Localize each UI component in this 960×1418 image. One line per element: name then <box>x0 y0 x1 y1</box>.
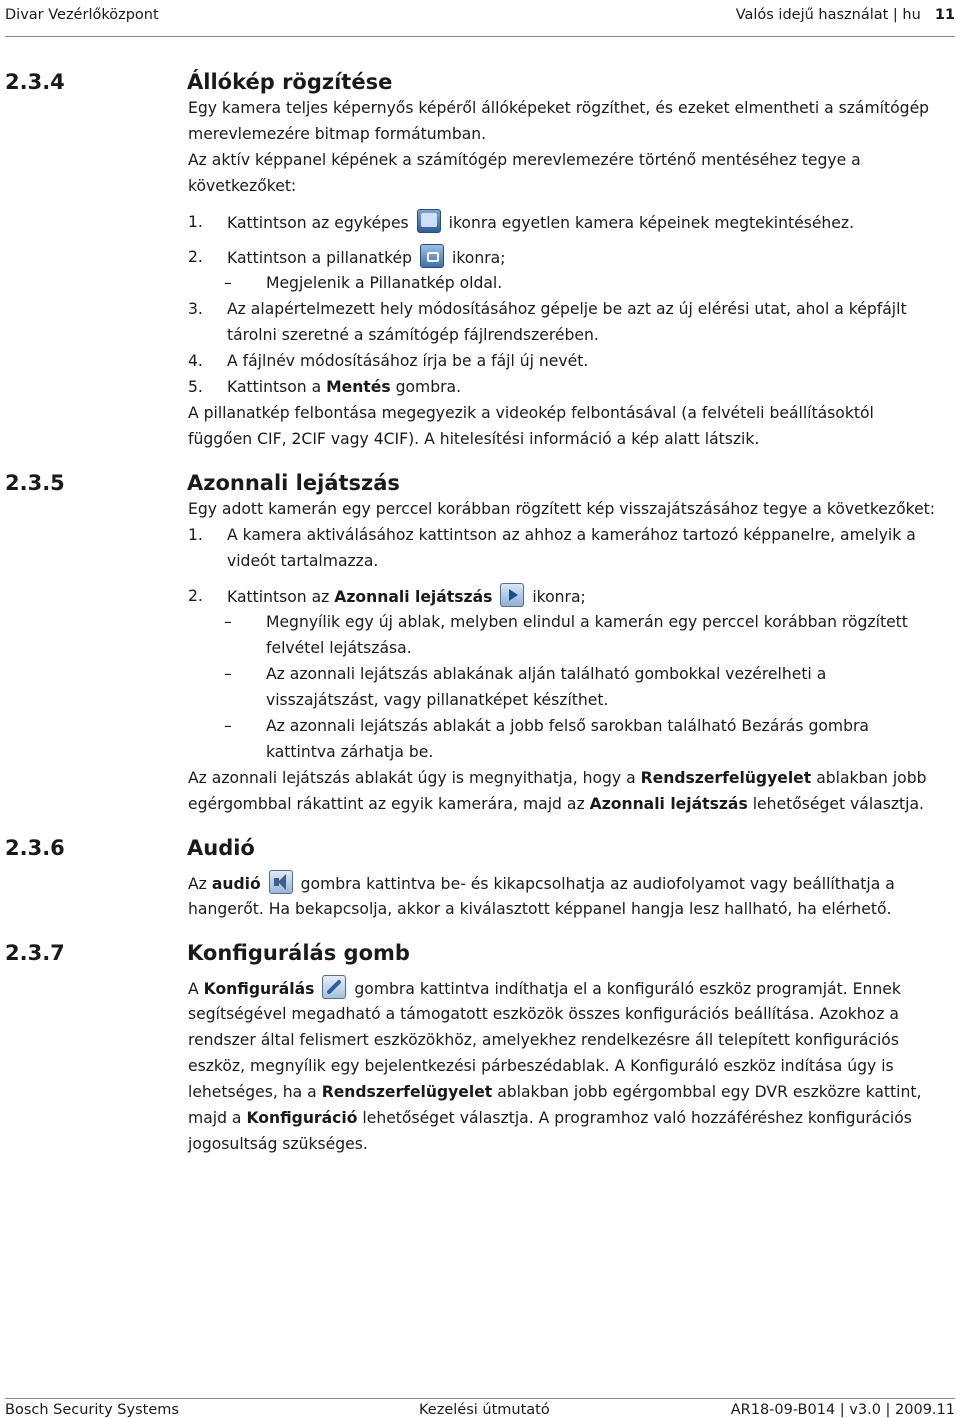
text-part: A <box>188 980 199 998</box>
instant-playback-icon <box>500 583 524 607</box>
dash-text: Megjelenik a Pillanatkép oldal. <box>266 274 503 292</box>
list-text <box>227 374 461 400</box>
paragraph: függően CIF, 2CIF vagy 4CIF). A hitelesítési információ a kép alatt látszik. <box>188 430 760 448</box>
list-text-part: Kattintson a <box>227 378 322 396</box>
section-number: 2.3.5 <box>5 471 65 495</box>
dash-text: Megnyílik egy új ablak, melyben elindul a kamerán egy perccel korábban rögzített <box>266 613 908 631</box>
paragraph: eszköz, megnyílik egy bejelentkezési párbeszédablak. A Konfiguráló eszköz indítása úgy is <box>188 1057 894 1075</box>
bold-term: Rendszerfelügyelet <box>321 1083 493 1101</box>
list-text: A fájlnév módosításához írja be a fájl új nevét. <box>227 352 589 370</box>
list-text: A kamera aktiválásához kattintson az ahhoz a kamerához tartozó képpanelre, amelyik a <box>227 526 916 544</box>
text-part: egérgombbal rákattint az egyik kamerára, majd az <box>188 795 585 813</box>
bold-term: Konfigurálás <box>203 980 315 998</box>
section-number: 2.3.6 <box>5 836 65 860</box>
snapshot-icon <box>420 244 444 268</box>
list-text <box>227 209 854 236</box>
dash-text: kattintva zárhatja be. <box>266 743 434 761</box>
list-text-part: ikonra egyetlen kamera képeinek megtekintéséhez. <box>448 214 855 232</box>
footer-doc-type: Kezelési útmutató <box>419 1402 550 1418</box>
list-text-part: Kattintson a pillanatkép <box>227 249 413 267</box>
list-number: 2. <box>188 587 203 605</box>
paragraph <box>188 765 958 791</box>
list-number: 5. <box>188 378 203 396</box>
bold-term: Rendszerfelügyelet <box>640 769 812 787</box>
list-number: 1. <box>188 526 203 544</box>
configuration-icon <box>322 975 346 999</box>
dash-text: Az azonnali lejátszás ablakát a jobb felső sarokban található Bezárás gombra <box>266 717 869 735</box>
dash-text: felvétel lejátszása. <box>266 639 412 657</box>
section-title: Állókép rögzítése <box>187 70 393 94</box>
section-heading-2-3-7 <box>5 941 410 965</box>
section-heading-2-3-6 <box>5 836 255 860</box>
paragraph <box>188 975 958 1002</box>
page-footer <box>5 1398 955 1418</box>
list-number: 3. <box>188 300 203 318</box>
text-part: lehetőséget választja. <box>752 795 924 813</box>
list-text <box>227 583 586 610</box>
dash-bullet: – <box>224 613 232 631</box>
bold-term: audió <box>211 875 261 893</box>
section-title: Audió <box>187 836 255 860</box>
list-number: 1. <box>188 213 203 231</box>
section-heading-2-3-5 <box>5 471 400 495</box>
text-part: Az azonnali lejátszás ablakát úgy is megnyithatja, hogy a <box>188 769 636 787</box>
paragraph: Az aktív képpanel képének a számítógép merevlemezére történő mentéséhez tegye a <box>188 151 861 169</box>
paragraph: hangerőt. Ha bekapcsolja, akkor a kiválasztott képpanel hangja lesz hallható, ha elérhető. <box>188 900 892 918</box>
dash-bullet: – <box>224 717 232 735</box>
audio-icon <box>269 870 293 894</box>
paragraph <box>188 1079 958 1105</box>
text-part: ablakban jobb egérgombbal egy DVR eszközre kattint, <box>497 1083 922 1101</box>
page-header <box>5 0 955 37</box>
dash-text: visszajátszást, vagy pillanatképet készíthet. <box>266 691 609 709</box>
dash-text: Az azonnali lejátszás ablakának alján található gombokkal vezérelheti a <box>266 665 827 683</box>
text-part: ablakban jobb <box>816 769 927 787</box>
header-section <box>736 7 955 23</box>
list-text-part: ikonra; <box>532 588 586 606</box>
single-view-icon <box>417 209 441 233</box>
text-part: Az <box>188 875 207 893</box>
paragraph: jogosultság szükséges. <box>188 1135 368 1153</box>
list-text-part: Kattintson az <box>227 588 330 606</box>
page-number: 11 <box>934 7 955 23</box>
paragraph: merevlemezére bitmap formátumban. <box>188 125 487 143</box>
dash-bullet: – <box>224 274 232 292</box>
list-text-part: ikonra; <box>452 249 506 267</box>
paragraph <box>188 870 958 897</box>
list-text: videót tartalmazza. <box>227 552 379 570</box>
text-part: lehetőséget választja. A programhoz való hozzáféréshez konfigurációs <box>362 1109 912 1127</box>
paragraph: Egy adott kamerán egy perccel korábban rögzített kép visszajátszásához tegye a következőket: <box>188 500 936 518</box>
section-number: 2.3.4 <box>5 70 65 94</box>
list-text <box>227 244 505 271</box>
paragraph <box>188 791 958 817</box>
text-part: lehetséges, ha a <box>188 1083 317 1101</box>
paragraph: Egy kamera teljes képernyős képéről állóképeket rögzíthet, és ezeket elmentheti a számítógép <box>188 99 930 117</box>
section-heading-2-3-4 <box>5 70 392 94</box>
bold-term: Konfiguráció <box>246 1109 358 1127</box>
bold-term: Mentés <box>326 378 391 396</box>
footer-doc-id: AR18-09-B014 | v3.0 | 2009.11 <box>730 1402 955 1418</box>
bold-term: Azonnali lejátszás <box>589 795 748 813</box>
list-text: Az alapértelmezett hely módosításához gépelje be azt az új elérési utat, ahol a képfájlt <box>227 300 907 318</box>
list-text: tárolni szeretné a számítógép fájlrendszerében. <box>227 326 599 344</box>
list-text-part: Kattintson az egyképes <box>227 214 409 232</box>
dash-bullet: – <box>224 665 232 683</box>
footer-company: Bosch Security Systems <box>5 1402 179 1418</box>
paragraph: következőket: <box>188 177 297 195</box>
header-doc-title: Divar Vezérlőközpont <box>5 7 159 23</box>
list-number: 4. <box>188 352 203 370</box>
text-part: gombra kattintva indíthatja el a konfiguráló eszköz programját. Ennek <box>354 980 901 998</box>
list-text-part: gombra. <box>395 378 462 396</box>
text-part: majd a <box>188 1109 242 1127</box>
bold-term: Azonnali lejátszás <box>334 588 493 606</box>
paragraph: rendszer által felismert eszközökhöz, amelyekhez rendelkezésre áll telepített konfigurációs <box>188 1031 899 1049</box>
section-number: 2.3.7 <box>5 941 65 965</box>
text-part: gombra kattintva be- és kikapcsolhatja az audiofolyamot vagy beállíthatja a <box>300 875 895 893</box>
paragraph <box>188 1105 958 1131</box>
section-title: Konfigurálás gomb <box>187 941 410 965</box>
paragraph: A pillanatkép felbontása megegyezik a videokép felbontásával (a felvételi beállításoktól <box>188 404 874 422</box>
section-title: Azonnali lejátszás <box>187 471 400 495</box>
paragraph: segítségével megadható a támogatott eszközök összes konfigurációs beállítása. Azokhoz a <box>188 1005 899 1023</box>
list-number: 2. <box>188 248 203 266</box>
header-section-label: Valós idejű használat | hu <box>735 7 921 23</box>
